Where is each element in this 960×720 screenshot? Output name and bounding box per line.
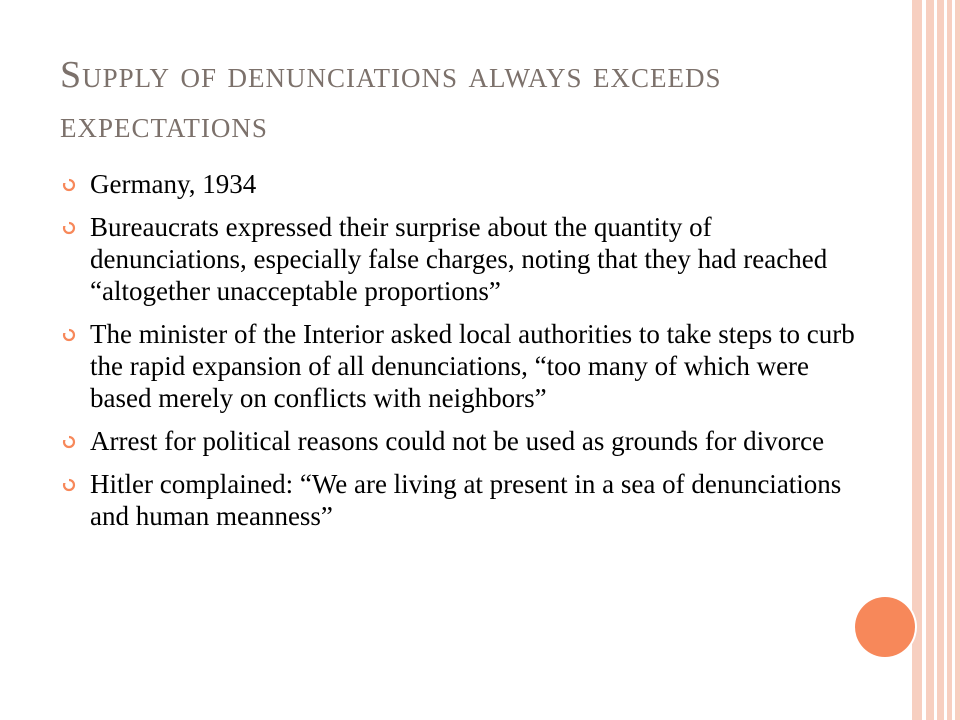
band-stripe — [944, 0, 947, 720]
bullet-item — [60, 211, 860, 307]
bullet-list — [60, 168, 860, 543]
bullet-text: Hitler complained: “We are living at present in a sea of denunciations and human meanness” — [90, 469, 842, 531]
band-stripe — [922, 0, 926, 720]
bullet-icon — [62, 221, 76, 235]
bullet-item — [60, 168, 860, 200]
bullet-item — [60, 468, 860, 532]
accent-circle — [855, 597, 915, 657]
bullet-icon — [62, 478, 76, 492]
bullet-text: Arrest for political reasons could not be used as grounds for divorce — [90, 426, 825, 456]
bullet-icon — [62, 435, 76, 449]
band-stripe — [934, 0, 937, 720]
bullet-text: Germany, 1934 — [90, 169, 257, 199]
bullet-text: The minister of the Interior asked local authorities to take steps to curb the rapid expansion of all denunciations, “too many of which were based merely on conflicts with neighbors” — [90, 319, 855, 413]
decorative-right-band — [918, 0, 960, 720]
bullet-icon — [62, 328, 76, 342]
band-stripe — [952, 0, 955, 720]
bullet-text: Bureaucrats expressed their surprise about the quantity of denunciations, especially false charges, noting that they had reached “altogether unacceptable proportions” — [90, 212, 828, 306]
bullet-item — [60, 425, 860, 457]
bullet-item — [60, 318, 860, 414]
bullet-icon — [62, 178, 76, 192]
slide-title: Supply of denunciations always exceeds expectations — [60, 54, 722, 146]
